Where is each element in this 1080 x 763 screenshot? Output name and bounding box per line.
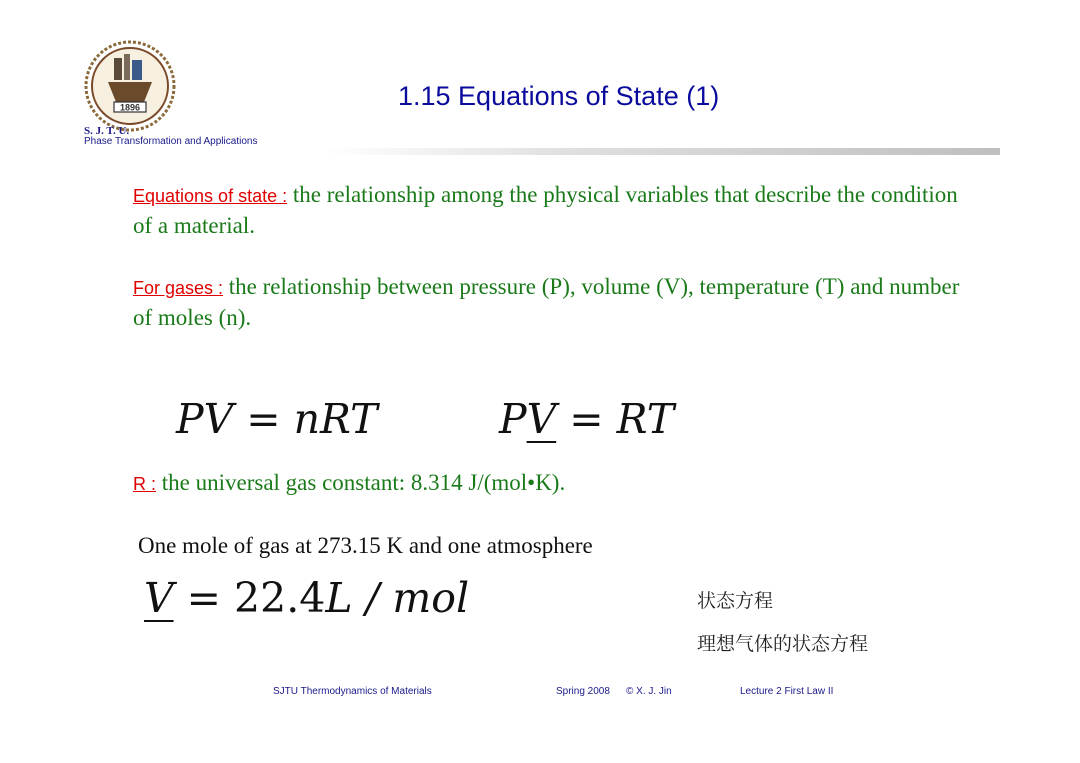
one-mole-note: One mole of gas at 273.15 K and one atmosphere — [138, 533, 593, 558]
footer-course: SJTU Thermodynamics of Materials — [273, 686, 432, 697]
eq3-v: V — [144, 574, 174, 622]
keyword-r: R : — [133, 474, 157, 494]
definition-for-gases — [133, 272, 963, 333]
slide-title: 1.15 Equations of State (1) — [398, 81, 720, 111]
definition-text-2: the relationship between pressure (P), volume (V), temperature (T) and number of moles (n). — [133, 274, 960, 330]
eq1-rhs: nRT — [293, 395, 378, 443]
definition-gas-constant — [133, 468, 963, 499]
title-rule — [326, 148, 1000, 155]
definition-text-3: the universal gas constant: 8.314 J/(mol•K). — [156, 470, 566, 495]
keyword-equations-of-state: Equations of state : — [133, 186, 288, 206]
eq1-lhs: PV — [176, 395, 234, 443]
eq1-equals: = — [233, 395, 294, 443]
eq3-equals: = — [173, 574, 235, 622]
footer-term: Spring 2008 — [556, 686, 610, 697]
eq2-rhs: RT — [616, 395, 675, 443]
eq3-unit: L / mol — [325, 574, 470, 622]
footer-lecture: Lecture 2 First Law II — [740, 686, 834, 697]
course-name: Phase Transformation and Applications — [84, 136, 258, 147]
eq3-number: 22.4 — [234, 574, 326, 622]
keyword-for-gases: For gases : — [133, 278, 224, 298]
equation-molar-volume — [144, 574, 470, 622]
chinese-term-2: 理想气体的状态方程 — [697, 633, 869, 655]
equation-ideal-gas — [176, 395, 378, 443]
eq2-equals: = — [556, 395, 617, 443]
eq2-p: P — [499, 395, 527, 443]
school-name: S. J. T. U. — [84, 125, 130, 137]
equation-molar-ideal-gas — [499, 395, 675, 443]
logo-year: 1896 — [119, 102, 141, 113]
chinese-term-1: 状态方程 — [697, 590, 774, 612]
definition-equations-of-state — [133, 180, 963, 241]
university-logo — [84, 40, 176, 132]
definition-text-1: the relationship among the physical variables that describe the condition of a material. — [133, 182, 958, 238]
eq2-v: V — [526, 395, 557, 443]
footer-author: © X. J. Jin — [626, 686, 672, 697]
